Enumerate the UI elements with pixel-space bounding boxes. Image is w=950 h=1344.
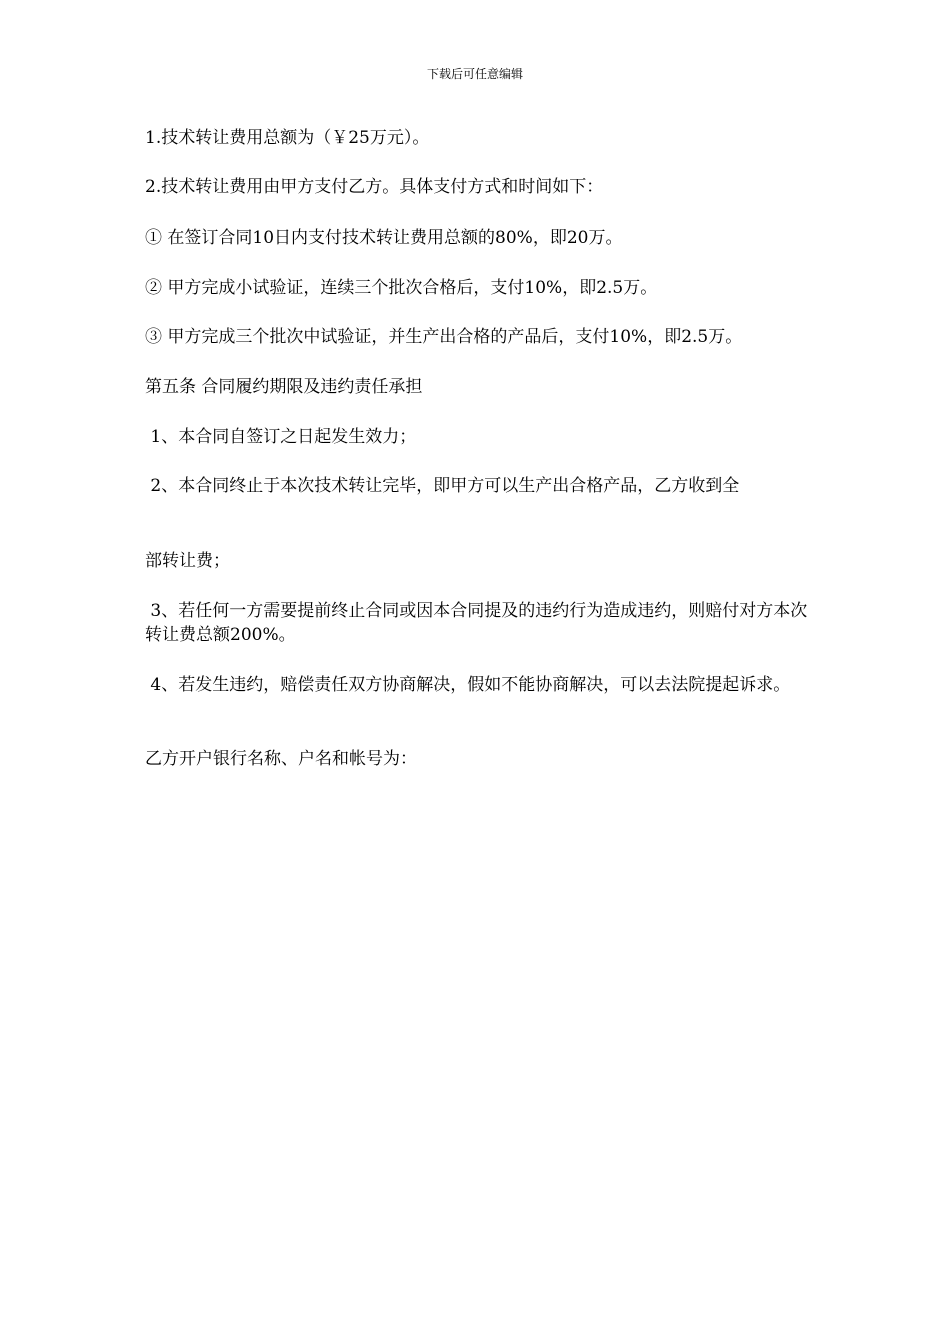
bank-account-label: 乙方开户银行名称、户名和帐号为： [145, 749, 417, 769]
page-header-note: 下载后可任意编辑 [426, 67, 523, 81]
paragraph-payment-step-2: ② 甲方完成小试验证，连续三个批次合格后，支付10%，即2.5万。 [145, 278, 658, 298]
section-heading-article-5: 第五条 合同履约期限及违约责任承担 [145, 377, 423, 397]
paragraph-payment-step-3: ③ 甲方完成三个批次中试验证，并生产出合格的产品后，支付10%，即2.5万。 [145, 327, 743, 347]
clause-3: 3、若任何一方需要提前终止合同或因本合同提及的违约行为造成违约，则赔付对方本次转让费总额200%。 [145, 601, 808, 645]
paragraph-fee-total: 1.技术转让费用总额为（￥25万元）。 [145, 128, 430, 148]
clause-1: 1、本合同自签订之日起发生效力； [145, 427, 417, 447]
clause-2: 2、本合同终止于本次技术转让完毕，即甲方可以生产出合格产品，乙方收到全 [145, 476, 740, 496]
paragraph-payment-method: 2.技术转让费用由甲方支付乙方。具体支付方式和时间如下： [145, 177, 604, 197]
clause-4: 4、若发生违约，赔偿责任双方协商解决，假如不能协商解决，可以去法院提起诉求。 [145, 675, 791, 695]
clause-2-continuation: 部转让费； [145, 551, 230, 571]
paragraph-payment-step-1: ① 在签订合同10日内支付技术转让费用总额的80%，即20万。 [145, 228, 623, 248]
